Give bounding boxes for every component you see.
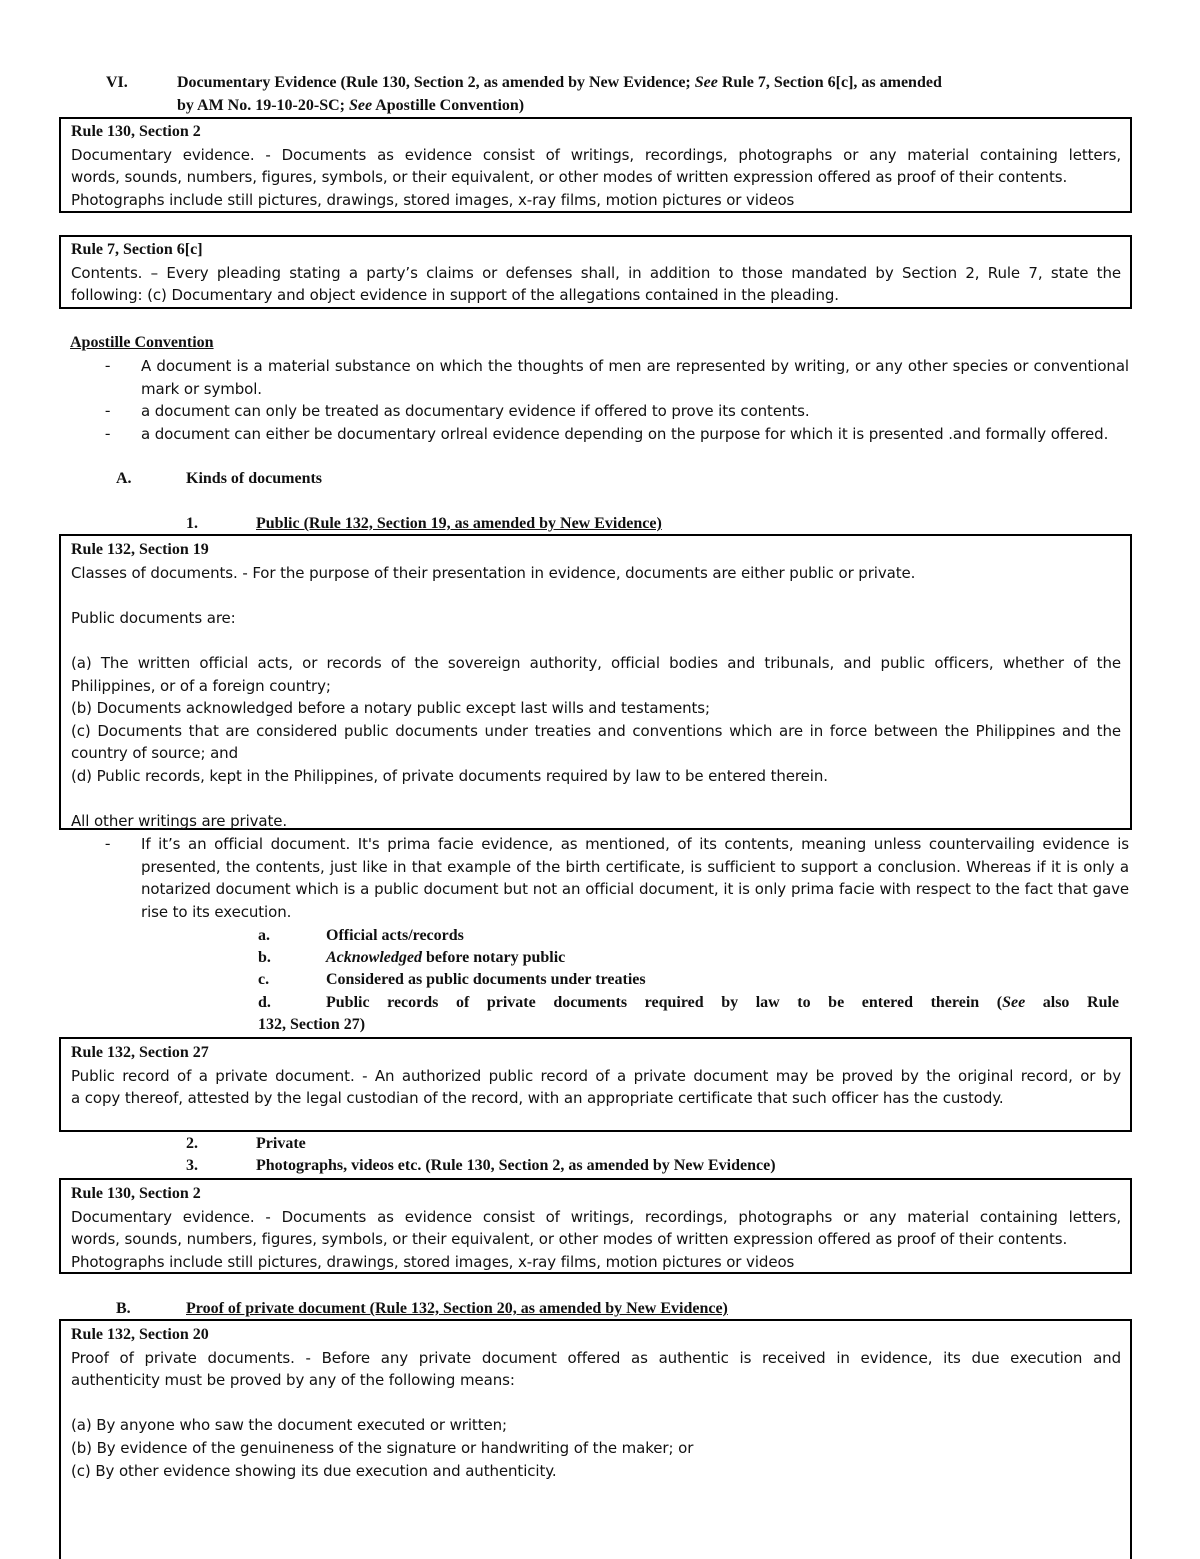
box-heading: Rule 132, Section 20: [71, 1326, 209, 1343]
subitem-text: Considered as public documents under treaties: [326, 971, 646, 988]
rule-132-section-27-box: [59, 1037, 1132, 1132]
subitem-number: a.: [258, 927, 270, 944]
box-text-line: Public documents are:: [71, 608, 236, 627]
item-1-title: Public (Rule 132, Section 19, as amended by New Evidence): [256, 515, 662, 532]
box-text-line: Philippines, or of a foreign country;: [71, 676, 331, 695]
box-text-line: words, sounds, numbers, figures, symbols, or their equivalent, or other modes of written expression offered as proof of their contents.: [71, 168, 1068, 187]
box-text-line: Documentary evidence. - Documents as evidence consist of writings, recordings, photographs or any material containing letters,: [71, 145, 1121, 164]
box-text-line: All other writings are private.: [71, 812, 288, 831]
box-text-line: (c) Documents that are considered public documents under treaties and conventions which are in force between the Philippines and the: [71, 721, 1121, 740]
box-text-line: (c) By other evidence showing its due execution and authenticity.: [71, 1461, 557, 1480]
section-vi-title-part: Apostille Convention): [372, 96, 525, 114]
apostille-bullet: A document is a material substance on which the thoughts of men are represented by writing, or any other species or conventional mark or symbol.: [141, 357, 1129, 398]
subitem-d-part: Public records of private documents required by law to be entered therein (: [326, 994, 1003, 1011]
blank-line: [71, 788, 1121, 811]
box-text-line: (b) Documents acknowledged before a notary public except last wills and testaments;: [71, 699, 710, 718]
rule-130-section-2-box: [59, 117, 1132, 213]
blank-line: [71, 629, 1121, 652]
subitem-number: d.: [258, 994, 271, 1011]
apostille-bullet: a document can either be documentary orlreal evidence depending on the purpose for which it is presented .and formally offered.: [141, 425, 1109, 443]
box-text-line: Contents. – Every pleading stating a party’s claims or defenses shall, in addition to those mandated by Section 2, Rule 7, state the: [71, 263, 1121, 282]
section-vi-title-part: by AM No. 19-10-20-SC;: [177, 96, 349, 114]
section-vi-number: VI.: [106, 74, 128, 91]
section-vi-see: See: [694, 74, 718, 91]
blank-line: [71, 584, 1121, 607]
box-heading: Rule 132, Section 19: [71, 541, 209, 558]
subitem-d-see: See: [1002, 994, 1026, 1011]
box-text-line: country of source; and: [71, 744, 239, 763]
box-text-line: Classes of documents. - For the purpose of their presentation in evidence, documents are either public or private.: [71, 563, 916, 582]
subitem-italic: Acknowledged: [326, 949, 422, 966]
box-text-line: (a) By anyone who saw the document executed or written;: [71, 1416, 507, 1435]
box-heading: Rule 7, Section 6[c]: [71, 241, 203, 258]
blank-line: [71, 1392, 1121, 1415]
box-text-line: following: (c) Documentary and object evidence in support of the allegations contained in the pleading.: [71, 286, 839, 305]
section-a-title: Kinds of documents: [186, 470, 323, 487]
rule-130-section-2-box-repeat: [59, 1178, 1132, 1274]
box-text-line: Proof of private documents. - Before any private document offered as authentic is received in evidence, its due execution and: [71, 1348, 1121, 1367]
section-a-number: A.: [116, 470, 132, 487]
box-heading: Rule 130, Section 2: [71, 123, 201, 140]
item-2-number: 2.: [186, 1135, 198, 1152]
bullet-dash: -: [105, 357, 111, 374]
subitem-text: Official acts/records: [326, 927, 464, 944]
subitem-d-line1: [326, 992, 1119, 1015]
box-text-line: (a) The written official acts, or records of the sovereign authority, official bodies and tribunals, and public officers, whether of the: [71, 653, 1121, 672]
apostille-bullet: a document can only be treated as documentary evidence if offered to prove its contents.: [141, 402, 810, 420]
box-text-line: Photographs include still pictures, drawings, stored images, x-ray films, motion pictures or videos: [71, 190, 795, 209]
item-3-number: 3.: [186, 1157, 198, 1174]
section-vi-see: See: [349, 96, 373, 114]
section-vi-title: [177, 72, 1137, 117]
rule-132-section-19-box: [59, 534, 1132, 830]
subitem-number: c.: [258, 971, 270, 988]
subitem-text: [326, 947, 565, 970]
official-document-bullet: If it’s an official document. It's prima facie evidence, as mentioned, of its contents, meaning unless countervailing evidence is presented, the contents, just like in that example of the birth certificate, is sufficient to support a conclusion. Whereas if it is only a notarized document which is a public document but not an official document, it is only prima facie with respect to the fact that gave rise to its execution.: [141, 835, 1129, 921]
item-3-title: Photographs, videos etc. (Rule 130, Section 2, as amended by New Evidence): [256, 1157, 776, 1174]
bullet-dash: -: [105, 835, 111, 852]
subitem-d-part: also Rule: [1025, 994, 1120, 1011]
box-heading: Rule 130, Section 2: [71, 1185, 201, 1202]
subitem-number: b.: [258, 949, 271, 966]
box-text-line: Photographs include still pictures, drawings, stored images, x-ray films, motion pictures or videos: [71, 1252, 795, 1271]
rule-132-section-20-box: [59, 1319, 1132, 1559]
box-text-line: Documentary evidence. - Documents as evidence consist of writings, recordings, photographs or any material containing letters,: [71, 1207, 1121, 1226]
box-text-line: words, sounds, numbers, figures, symbols, or their equivalent, or other modes of written expression offered as proof of their contents.: [71, 1230, 1068, 1249]
box-text-line: Public record of a private document. - An authorized public record of a private document may be proved by the original record, or by: [71, 1066, 1121, 1085]
subitem-d-line2: 132, Section 27): [258, 1016, 366, 1033]
section-b-number: B.: [116, 1300, 131, 1317]
apostille-heading: Apostille Convention: [70, 334, 214, 351]
rule-7-section-6c-box: [59, 235, 1132, 309]
section-b-title: Proof of private document (Rule 132, Section 20, as amended by New Evidence): [186, 1300, 728, 1317]
section-vi-title-part: Documentary Evidence (Rule 130, Section 2, as amended by New Evidence;: [177, 74, 695, 91]
box-text-line: authenticity must be proved by any of the following means:: [71, 1371, 515, 1390]
item-1-number: 1.: [186, 515, 198, 532]
box-text-line: a copy thereof, attested by the legal custodian of the record, with an appropriate certificate that such officer has the custody.: [71, 1089, 1004, 1108]
box-text-line: (b) By evidence of the genuineness of the signature or handwriting of the maker; or: [71, 1438, 694, 1457]
bullet-dash: -: [105, 402, 111, 419]
box-heading: Rule 132, Section 27: [71, 1044, 209, 1061]
subitem-text-part: before notary public: [422, 949, 566, 966]
box-text-line: (d) Public records, kept in the Philippines, of private documents required by law to be entered therein.: [71, 766, 828, 785]
bullet-dash: -: [105, 425, 111, 442]
item-2-title: Private: [256, 1135, 306, 1152]
section-vi-title-part: Rule 7, Section 6[c], as amended: [717, 74, 942, 91]
